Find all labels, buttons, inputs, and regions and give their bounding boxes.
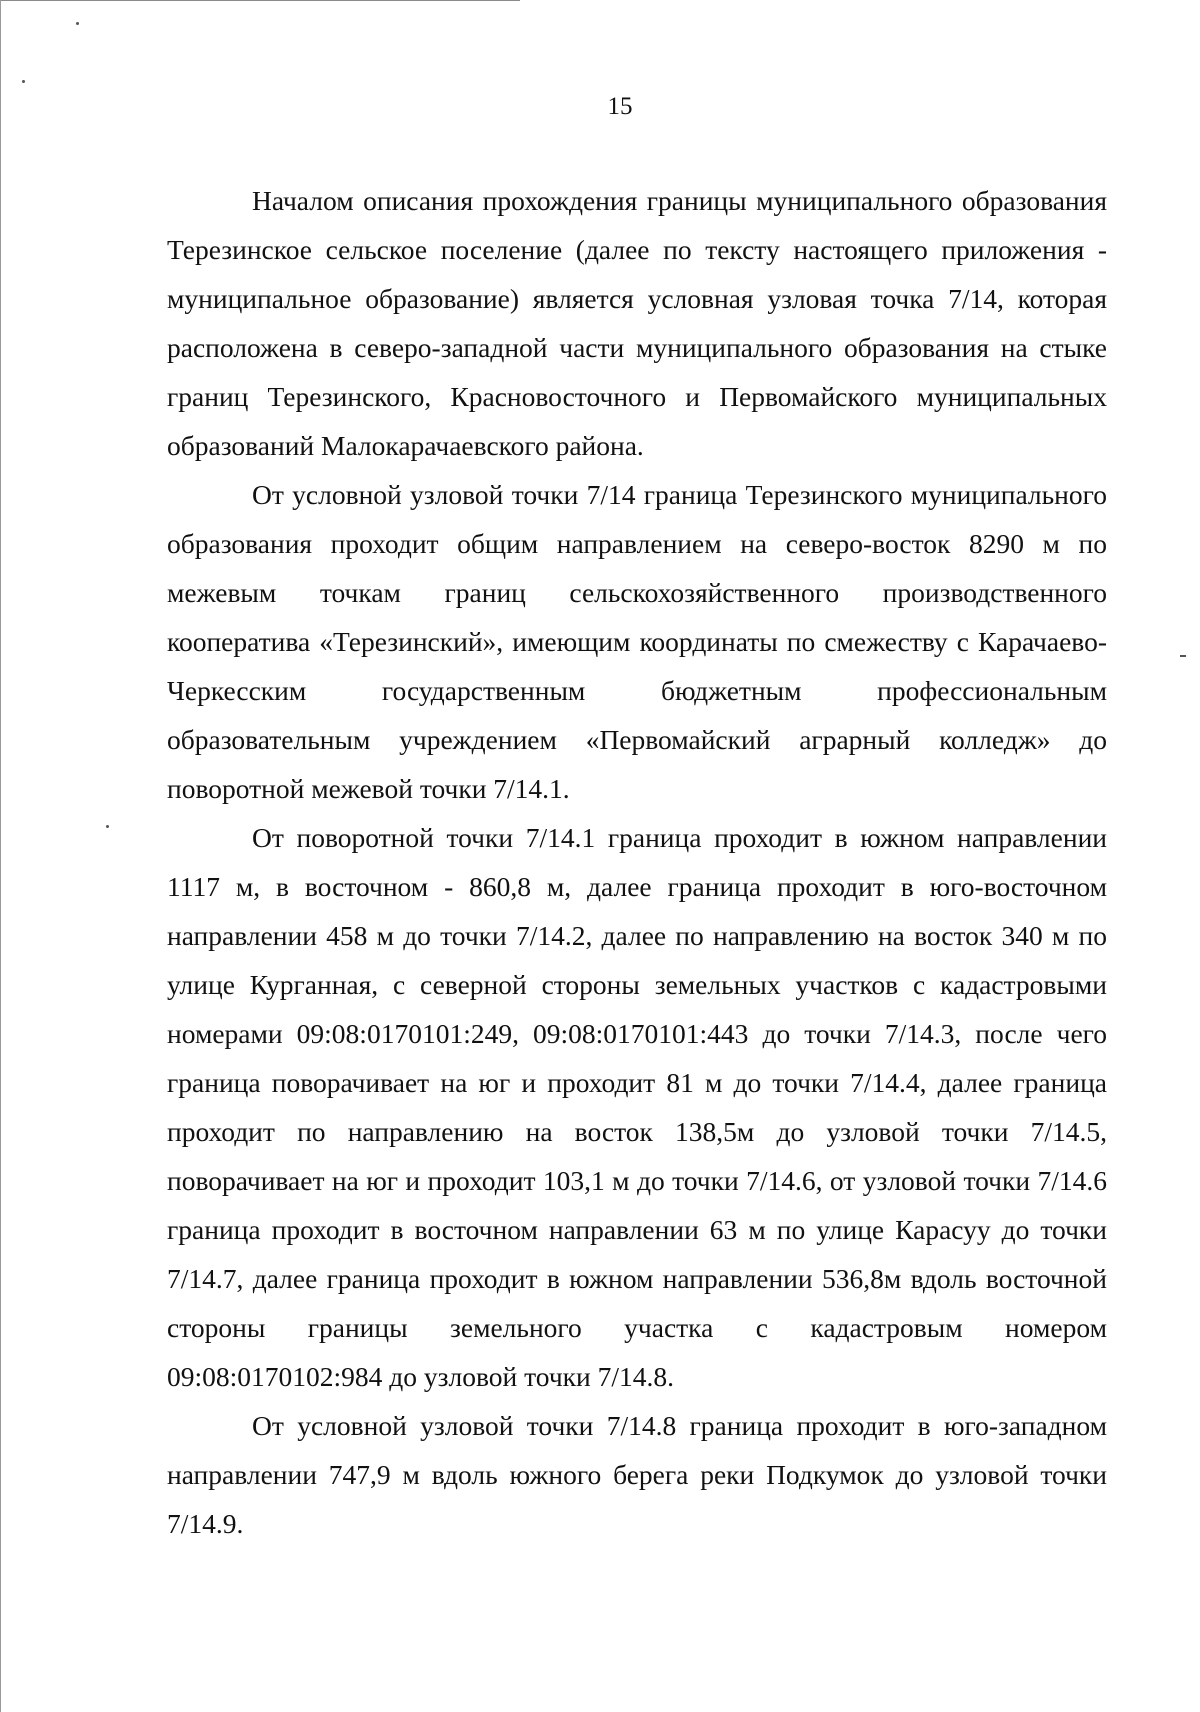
scan-speck	[1180, 655, 1186, 657]
paragraph-southwest-segment: От условной узловой точки 7/14.8 граница проходит в юго-западном направлении 747,9 м вдоль южного берега реки Подкумок до узловой точки 7/14.9.	[167, 1410, 1107, 1539]
scan-speck	[76, 22, 79, 25]
paragraph-northeast-segment: От условной узловой точки 7/14 граница Терезинского муниципального образования проходит общим направлением на северо-восток 8290 м по межевым точкам границ сельскохозяйственного производственного кооператива «Терезинский», имеющим координаты по смежеству с Карачаево-Черкесским государственным бюджетным профессиональным образовательным учреждением «Первомайский аграрный колледж» до поворотной межевой точки 7/14.1.	[167, 479, 1107, 804]
paragraph-south-east-segment: От поворотной точки 7/14.1 граница проходит в южном направлении 1117 м, в восточном - 860,8 м, далее граница проходит в юго-восточном направлении 458 м до точки 7/14.2, далее по направлению на восток 340 м по улице Курганная, с северной стороны земельных участков с кадастровыми номерами 09:08:0170101:249, 09:08:0170101:443 до точки 7/14.3, после чего граница поворачивает на юг и проходит 81 м до точки 7/14.4, далее граница проходит по направлению на восток 138,5м до узловой точки 7/14.5, поворачивает на юг и проходит 103,1 м до точки 7/14.6, от узловой точки 7/14.6 граница проходит в восточном направлении 63 м по улице Карасуу до точки 7/14.7, далее граница проходит в южном направлении 536,8м вдоль восточной стороны границы земельного участка с кадастровым номером 09:08:0170102:984 до узловой точки 7/14.8.	[167, 822, 1107, 1392]
paragraph-boundary-start: Началом описания прохождения границы муниципального образования Терезинское сельское поселение (далее по тексту настоящего приложения - муниципальное образование) является условная узловая точка 7/14, которая расположена в северо-западной части муниципального образования на стыке границ Терезинского, Красновосточного и Первомайского муниципальных образований Малокарачаевского района.	[167, 185, 1107, 461]
scan-speck	[22, 80, 25, 83]
scan-edge-top	[0, 0, 520, 1]
page-number: 15	[607, 93, 633, 120]
scan-edge-left	[0, 0, 1, 1712]
scan-speck	[106, 825, 109, 828]
document-body	[167, 176, 1107, 1548]
